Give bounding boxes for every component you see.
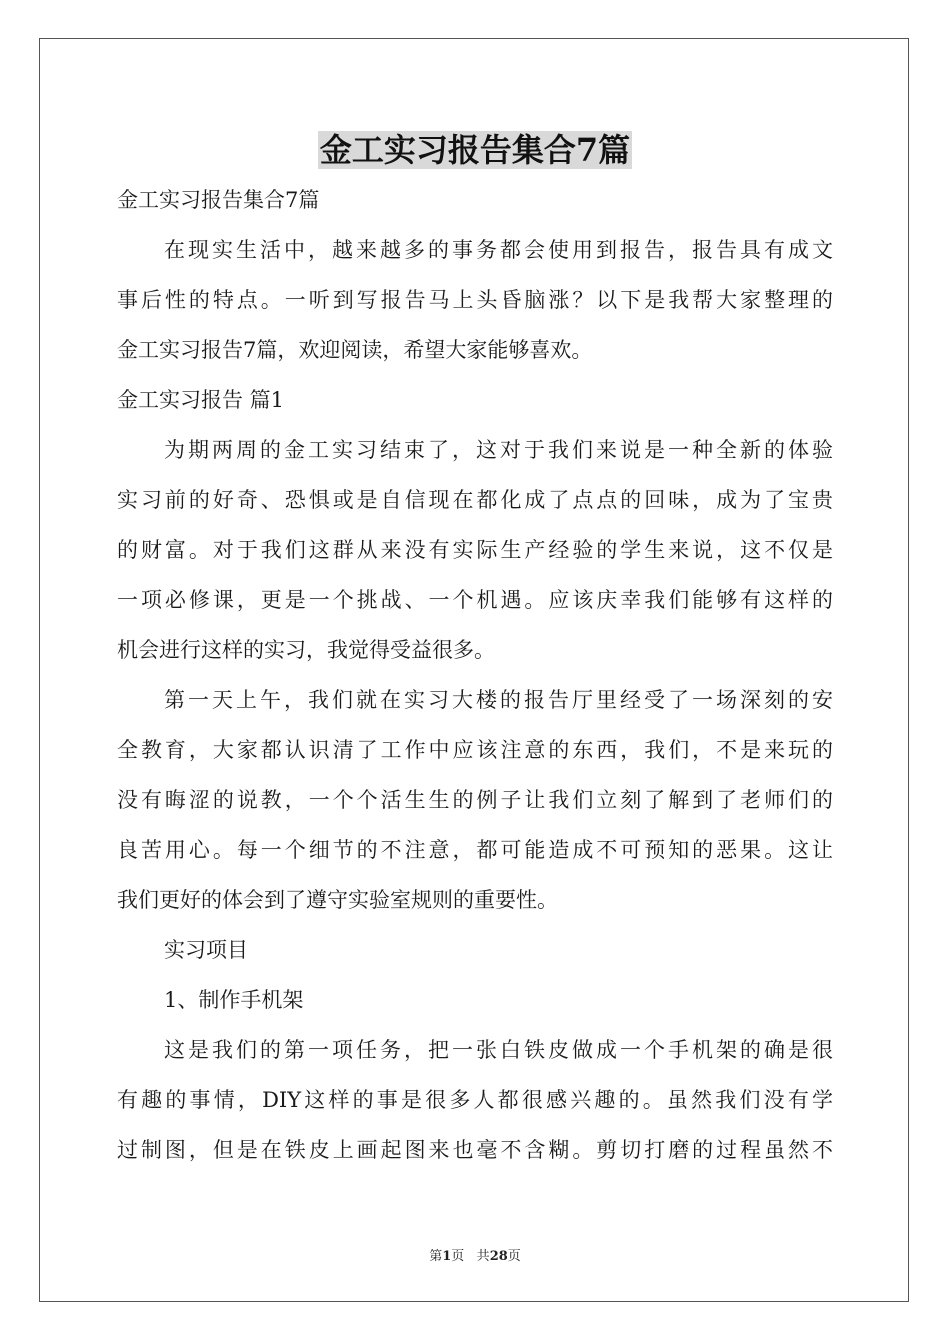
paragraph-line: 过制图，但是在铁皮上画起图来也毫不含糊。剪切打磨的过程虽然不 <box>117 1138 833 1162</box>
subsection-heading: 实习项目 <box>164 938 248 962</box>
document-title: 金工实习报告集合7篇 <box>319 131 631 169</box>
paragraph-line: 一项必修课，更是一个挑战、一个机遇。应该庆幸我们能够有这样的 <box>117 588 833 612</box>
paragraph-line: 的财富。对于我们这群从来没有实际生产经验的学生来说，这不仅是 <box>117 538 833 562</box>
paragraph-line: 我们更好的体会到了遵守实验室规则的重要性。 <box>117 888 558 912</box>
total-suffix: 页 <box>507 1249 521 1264</box>
paragraph-line: 这是我们的第一项任务，把一张白铁皮做成一个手机架的确是很 <box>164 1038 833 1062</box>
subtitle-line: 金工实习报告集合7篇 <box>117 188 320 212</box>
paragraph-line: 实习前的好奇、恐惧或是自信现在都化成了点点的回味，成为了宝贵 <box>117 488 833 512</box>
page-suffix: 页 <box>451 1249 465 1264</box>
paragraph-line: 良苦用心。每一个细节的不注意，都可能造成不可预知的恶果。这让 <box>117 838 833 862</box>
paragraph-line: 在现实生活中，越来越多的事务都会使用到报告，报告具有成文 <box>164 238 833 262</box>
paragraph-line: 全教育，大家都认识清了工作中应该注意的东西，我们，不是来玩的 <box>117 738 833 762</box>
page-prefix: 第 <box>429 1249 443 1264</box>
paragraph-line: 金工实习报告7篇，欢迎阅读，希望大家能够喜欢。 <box>117 338 593 362</box>
page-footer <box>0 1245 950 1264</box>
section-heading: 金工实习报告 篇1 <box>117 388 285 412</box>
paragraph-line: 为期两周的金工实习结束了，这对于我们来说是一种全新的体验 <box>164 438 833 462</box>
paragraph-line: 没有晦涩的说教，一个个活生生的例子让我们立刻了解到了老师们的 <box>117 788 833 812</box>
paragraph-line: 第一天上午，我们就在实习大楼的报告厅里经受了一场深刻的安 <box>164 688 833 712</box>
list-item-heading: 1、制作手机架 <box>164 988 304 1012</box>
total-pages: 28 <box>489 1249 508 1264</box>
paragraph-line: 机会进行这样的实习，我觉得受益很多。 <box>117 638 495 662</box>
paragraph-line: 事后性的特点。一听到写报告马上头昏脑涨？以下是我帮大家整理的 <box>117 288 833 312</box>
total-prefix: 共 <box>476 1249 490 1264</box>
page-number: 1 <box>442 1249 452 1264</box>
paragraph-line: 有趣的事情，DIY这样的事是很多人都很感兴趣的。虽然我们没有学 <box>117 1088 833 1112</box>
